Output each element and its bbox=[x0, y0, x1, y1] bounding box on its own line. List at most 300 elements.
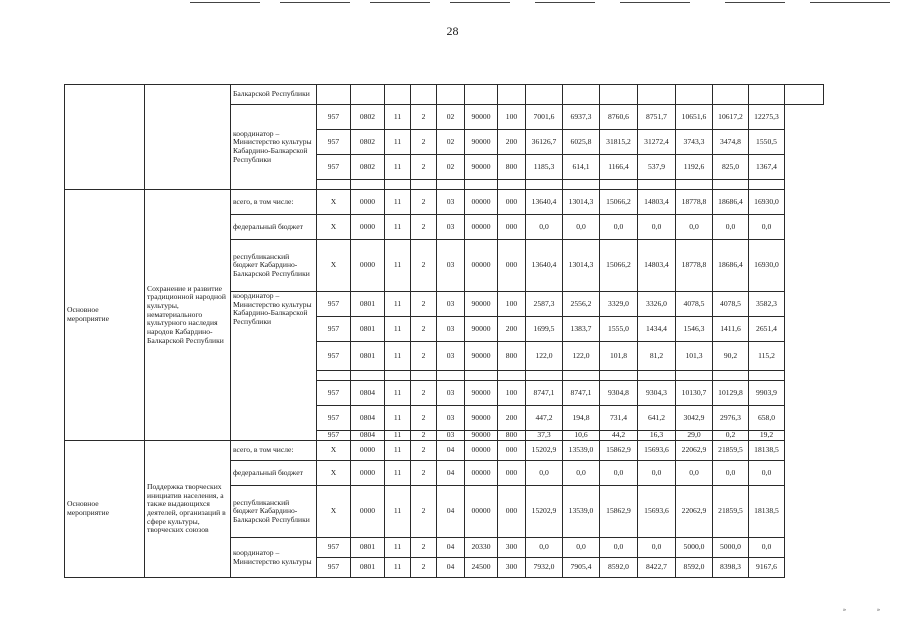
value-cell: 1185,3 bbox=[526, 155, 563, 180]
value-cell bbox=[351, 180, 385, 190]
value-cell: 0802 bbox=[351, 130, 385, 155]
value-cell: 825,0 bbox=[713, 155, 749, 180]
top-rule bbox=[810, 2, 890, 3]
value-cell: 957 bbox=[317, 292, 351, 317]
value-cell bbox=[317, 85, 351, 105]
value-cell: 11 bbox=[385, 406, 411, 431]
value-cell: 2 bbox=[411, 461, 437, 486]
top-rule bbox=[620, 2, 690, 3]
value-cell: 15202,9 bbox=[526, 441, 563, 461]
value-cell: 101,3 bbox=[676, 342, 713, 371]
value-cell: 00000 bbox=[465, 240, 498, 292]
value-cell: 11 bbox=[385, 130, 411, 155]
value-cell bbox=[600, 180, 638, 190]
value-cell: 4078,5 bbox=[713, 292, 749, 317]
value-cell: 0,0 bbox=[676, 461, 713, 486]
value-cell: 5000,0 bbox=[676, 538, 713, 558]
funding-source-cell: Балкарской Республики bbox=[231, 85, 317, 105]
measure-title-cell bbox=[145, 85, 231, 190]
value-cell: 0801 bbox=[351, 292, 385, 317]
value-cell: 7932,0 bbox=[526, 558, 563, 578]
value-cell: 18686,4 bbox=[713, 240, 749, 292]
value-cell: 21859,5 bbox=[713, 486, 749, 538]
value-cell: 1192,6 bbox=[676, 155, 713, 180]
value-cell: 3326,0 bbox=[638, 292, 676, 317]
value-cell: 2556,2 bbox=[563, 292, 600, 317]
funding-source-cell: республиканский бюджет Кабардино-Балкарской Республики bbox=[231, 240, 317, 292]
value-cell: 000 bbox=[498, 215, 526, 240]
value-cell: 18686,4 bbox=[713, 190, 749, 215]
value-cell bbox=[676, 371, 713, 381]
value-cell: 11 bbox=[385, 381, 411, 406]
value-cell: 00000 bbox=[465, 486, 498, 538]
funding-source-cell: федеральный бюджет bbox=[231, 461, 317, 486]
value-cell: 0,2 bbox=[713, 431, 749, 441]
value-cell bbox=[411, 371, 437, 381]
value-cell: 0000 bbox=[351, 190, 385, 215]
value-cell: 1166,4 bbox=[600, 155, 638, 180]
value-cell bbox=[600, 371, 638, 381]
value-cell: 03 bbox=[437, 292, 465, 317]
value-cell: 5000,0 bbox=[713, 538, 749, 558]
value-cell: 731,4 bbox=[600, 406, 638, 431]
value-cell: 0,0 bbox=[526, 461, 563, 486]
value-cell: 11 bbox=[385, 190, 411, 215]
value-cell: 0,0 bbox=[600, 538, 638, 558]
value-cell: 22062,9 bbox=[676, 486, 713, 538]
value-cell: 000 bbox=[498, 190, 526, 215]
table-row bbox=[65, 441, 824, 461]
value-cell: X bbox=[317, 486, 351, 538]
value-cell: 300 bbox=[498, 558, 526, 578]
funding-source-cell: координатор – Министерство культуры Кабардино-Балкарской Республики bbox=[231, 292, 317, 441]
value-cell bbox=[317, 371, 351, 381]
value-cell bbox=[351, 371, 385, 381]
value-cell: 9304,3 bbox=[638, 381, 676, 406]
funding-source-cell: республиканский бюджет Кабардино-Балкарской Республики bbox=[231, 486, 317, 538]
value-cell: 1699,5 bbox=[526, 317, 563, 342]
value-cell: 0802 bbox=[351, 105, 385, 130]
value-cell: 537,9 bbox=[638, 155, 676, 180]
value-cell: 11 bbox=[385, 105, 411, 130]
value-cell: 614,1 bbox=[563, 155, 600, 180]
value-cell: 03 bbox=[437, 406, 465, 431]
funding-source-cell: федеральный бюджет bbox=[231, 215, 317, 240]
value-cell: 14803,4 bbox=[638, 190, 676, 215]
value-cell: 15066,2 bbox=[600, 240, 638, 292]
value-cell: X bbox=[317, 190, 351, 215]
value-cell: 641,2 bbox=[638, 406, 676, 431]
value-cell: 18138,5 bbox=[749, 441, 785, 461]
value-cell: 0,0 bbox=[749, 461, 785, 486]
value-cell: 02 bbox=[437, 130, 465, 155]
value-cell bbox=[785, 85, 824, 105]
value-cell: 13640,4 bbox=[526, 190, 563, 215]
value-cell: 101,8 bbox=[600, 342, 638, 371]
value-cell: 0,0 bbox=[638, 538, 676, 558]
value-cell: 8760,6 bbox=[600, 105, 638, 130]
value-cell: 957 bbox=[317, 431, 351, 441]
value-cell: 194,8 bbox=[563, 406, 600, 431]
value-cell: 2 bbox=[411, 558, 437, 578]
value-cell bbox=[676, 85, 713, 105]
page-number: 28 bbox=[446, 24, 459, 38]
value-cell: 03 bbox=[437, 215, 465, 240]
value-cell bbox=[563, 85, 600, 105]
table-row bbox=[65, 190, 824, 215]
value-cell: 0000 bbox=[351, 215, 385, 240]
value-cell: 0,0 bbox=[749, 215, 785, 240]
value-cell bbox=[351, 85, 385, 105]
value-cell: 000 bbox=[498, 461, 526, 486]
value-cell: 0804 bbox=[351, 381, 385, 406]
value-cell: 0000 bbox=[351, 441, 385, 461]
value-cell: 90000 bbox=[465, 130, 498, 155]
value-cell: 13539,0 bbox=[563, 486, 600, 538]
value-cell: 90000 bbox=[465, 381, 498, 406]
value-cell: 3582,3 bbox=[749, 292, 785, 317]
value-cell: 11 bbox=[385, 342, 411, 371]
value-cell: 8747,1 bbox=[526, 381, 563, 406]
value-cell: X bbox=[317, 441, 351, 461]
value-cell: 100 bbox=[498, 381, 526, 406]
value-cell: X bbox=[317, 215, 351, 240]
value-cell bbox=[411, 180, 437, 190]
value-cell: 1367,4 bbox=[749, 155, 785, 180]
value-cell: 0000 bbox=[351, 240, 385, 292]
value-cell: 13014,3 bbox=[563, 190, 600, 215]
value-cell: 2 bbox=[411, 190, 437, 215]
value-cell: 13014,3 bbox=[563, 240, 600, 292]
value-cell: 13539,0 bbox=[563, 441, 600, 461]
value-cell bbox=[437, 371, 465, 381]
value-cell: 0804 bbox=[351, 431, 385, 441]
value-cell: 0,0 bbox=[676, 215, 713, 240]
value-cell: 00000 bbox=[465, 190, 498, 215]
value-cell: 90000 bbox=[465, 431, 498, 441]
value-cell bbox=[749, 85, 785, 105]
corner-mark: » bbox=[843, 607, 846, 613]
value-cell: 122,0 bbox=[563, 342, 600, 371]
funding-source-cell: координатор – Министерство культуры Кабардино-Балкарской Республики bbox=[231, 105, 317, 190]
value-cell bbox=[385, 180, 411, 190]
value-cell: 04 bbox=[437, 486, 465, 538]
value-cell: 31272,4 bbox=[638, 130, 676, 155]
value-cell: 800 bbox=[498, 155, 526, 180]
value-cell: 7905,4 bbox=[563, 558, 600, 578]
value-cell bbox=[563, 180, 600, 190]
top-rule bbox=[370, 2, 430, 3]
value-cell: 29,0 bbox=[676, 431, 713, 441]
value-cell: 00000 bbox=[465, 441, 498, 461]
value-cell: 10617,2 bbox=[713, 105, 749, 130]
value-cell: 200 bbox=[498, 406, 526, 431]
value-cell: 000 bbox=[498, 240, 526, 292]
value-cell: 8422,7 bbox=[638, 558, 676, 578]
value-cell: 9304,8 bbox=[600, 381, 638, 406]
value-cell: 13640,4 bbox=[526, 240, 563, 292]
value-cell: 37,3 bbox=[526, 431, 563, 441]
value-cell: 2 bbox=[411, 105, 437, 130]
value-cell: 0,0 bbox=[563, 538, 600, 558]
value-cell: 0,0 bbox=[600, 215, 638, 240]
value-cell: 0,0 bbox=[563, 215, 600, 240]
value-cell: 90000 bbox=[465, 292, 498, 317]
top-rule bbox=[535, 2, 595, 3]
value-cell: 9903,9 bbox=[749, 381, 785, 406]
value-cell: 90000 bbox=[465, 406, 498, 431]
value-cell: 90000 bbox=[465, 317, 498, 342]
value-cell: 31815,2 bbox=[600, 130, 638, 155]
value-cell: 200 bbox=[498, 130, 526, 155]
value-cell: 16930,0 bbox=[749, 240, 785, 292]
measure-title-cell: Сохранение и развитие традиционной народной культуры, нематериального культурного наследия народов Кабардино-Балкарской Республики bbox=[145, 190, 231, 441]
value-cell: 03 bbox=[437, 240, 465, 292]
value-cell: 1555,0 bbox=[600, 317, 638, 342]
value-cell bbox=[437, 85, 465, 105]
value-cell bbox=[411, 85, 437, 105]
value-cell: 957 bbox=[317, 105, 351, 130]
value-cell: 11 bbox=[385, 441, 411, 461]
value-cell: 15862,9 bbox=[600, 441, 638, 461]
value-cell bbox=[713, 180, 749, 190]
value-cell: 0,0 bbox=[600, 461, 638, 486]
value-cell bbox=[526, 180, 563, 190]
value-cell: 447,2 bbox=[526, 406, 563, 431]
value-cell: 0801 bbox=[351, 317, 385, 342]
value-cell: 1546,3 bbox=[676, 317, 713, 342]
value-cell: 11 bbox=[385, 155, 411, 180]
value-cell: 100 bbox=[498, 105, 526, 130]
value-cell: 11 bbox=[385, 486, 411, 538]
value-cell: 11 bbox=[385, 431, 411, 441]
value-cell: 10130,7 bbox=[676, 381, 713, 406]
value-cell: 8592,0 bbox=[676, 558, 713, 578]
value-cell: 2 bbox=[411, 215, 437, 240]
value-cell: 2 bbox=[411, 431, 437, 441]
value-cell: 300 bbox=[498, 538, 526, 558]
value-cell: 2 bbox=[411, 342, 437, 371]
value-cell: 8747,1 bbox=[563, 381, 600, 406]
value-cell: 957 bbox=[317, 381, 351, 406]
value-cell: 800 bbox=[498, 342, 526, 371]
top-rule bbox=[450, 2, 510, 3]
value-cell bbox=[465, 85, 498, 105]
value-cell: 8398,3 bbox=[713, 558, 749, 578]
value-cell: 10129,8 bbox=[713, 381, 749, 406]
value-cell: 03 bbox=[437, 381, 465, 406]
value-cell: 15693,6 bbox=[638, 486, 676, 538]
value-cell: 658,0 bbox=[749, 406, 785, 431]
value-cell: 11 bbox=[385, 215, 411, 240]
value-cell: 2 bbox=[411, 486, 437, 538]
value-cell: 957 bbox=[317, 558, 351, 578]
value-cell: 19,2 bbox=[749, 431, 785, 441]
top-rule bbox=[725, 2, 785, 3]
table-body bbox=[65, 85, 824, 578]
value-cell bbox=[600, 85, 638, 105]
value-cell: 04 bbox=[437, 538, 465, 558]
value-cell: 8751,7 bbox=[638, 105, 676, 130]
value-cell: 2 bbox=[411, 317, 437, 342]
value-cell: 2651,4 bbox=[749, 317, 785, 342]
value-cell: 957 bbox=[317, 130, 351, 155]
measure-type-cell: Основное мероприятие bbox=[65, 190, 145, 441]
value-cell bbox=[749, 371, 785, 381]
value-cell: 18138,5 bbox=[749, 486, 785, 538]
value-cell: 0801 bbox=[351, 342, 385, 371]
value-cell: 03 bbox=[437, 431, 465, 441]
funding-source-cell: координатор – Министерство культуры bbox=[231, 538, 317, 578]
value-cell: 00000 bbox=[465, 215, 498, 240]
value-cell: 14803,4 bbox=[638, 240, 676, 292]
value-cell: 957 bbox=[317, 538, 351, 558]
value-cell: 2976,3 bbox=[713, 406, 749, 431]
value-cell bbox=[498, 371, 526, 381]
value-cell: 8592,0 bbox=[600, 558, 638, 578]
value-cell: 10651,6 bbox=[676, 105, 713, 130]
value-cell: 44,2 bbox=[600, 431, 638, 441]
value-cell bbox=[749, 180, 785, 190]
value-cell bbox=[437, 180, 465, 190]
value-cell bbox=[498, 180, 526, 190]
value-cell: 2587,3 bbox=[526, 292, 563, 317]
value-cell: 02 bbox=[437, 105, 465, 130]
value-cell bbox=[498, 85, 526, 105]
value-cell: 04 bbox=[437, 558, 465, 578]
value-cell: 15202,9 bbox=[526, 486, 563, 538]
value-cell: 0801 bbox=[351, 558, 385, 578]
value-cell: 7001,6 bbox=[526, 105, 563, 130]
value-cell bbox=[526, 85, 563, 105]
value-cell: 957 bbox=[317, 342, 351, 371]
value-cell: 2 bbox=[411, 130, 437, 155]
value-cell: 122,0 bbox=[526, 342, 563, 371]
value-cell: 36126,7 bbox=[526, 130, 563, 155]
value-cell: 200 bbox=[498, 317, 526, 342]
value-cell: 11 bbox=[385, 461, 411, 486]
value-cell bbox=[526, 371, 563, 381]
value-cell: 6025,8 bbox=[563, 130, 600, 155]
value-cell bbox=[317, 180, 351, 190]
value-cell: 0,0 bbox=[563, 461, 600, 486]
value-cell: 957 bbox=[317, 317, 351, 342]
value-cell: 90000 bbox=[465, 105, 498, 130]
value-cell: 2 bbox=[411, 406, 437, 431]
value-cell bbox=[713, 371, 749, 381]
value-cell: 4078,5 bbox=[676, 292, 713, 317]
value-cell: 11 bbox=[385, 292, 411, 317]
value-cell bbox=[638, 180, 676, 190]
value-cell bbox=[638, 371, 676, 381]
value-cell: 115,2 bbox=[749, 342, 785, 371]
value-cell: 000 bbox=[498, 441, 526, 461]
value-cell: 24500 bbox=[465, 558, 498, 578]
value-cell: 03 bbox=[437, 190, 465, 215]
value-cell: 00000 bbox=[465, 461, 498, 486]
value-cell bbox=[638, 85, 676, 105]
value-cell: 18778,8 bbox=[676, 190, 713, 215]
value-cell: 0000 bbox=[351, 486, 385, 538]
value-cell: 3329,0 bbox=[600, 292, 638, 317]
value-cell: 1383,7 bbox=[563, 317, 600, 342]
value-cell: 15693,6 bbox=[638, 441, 676, 461]
value-cell: 04 bbox=[437, 441, 465, 461]
value-cell: 02 bbox=[437, 155, 465, 180]
value-cell: 2 bbox=[411, 292, 437, 317]
value-cell bbox=[465, 371, 498, 381]
value-cell: 957 bbox=[317, 406, 351, 431]
value-cell: 18778,8 bbox=[676, 240, 713, 292]
value-cell: 2 bbox=[411, 155, 437, 180]
value-cell: 15862,9 bbox=[600, 486, 638, 538]
value-cell: X bbox=[317, 461, 351, 486]
value-cell: 21859,5 bbox=[713, 441, 749, 461]
value-cell: 2 bbox=[411, 240, 437, 292]
value-cell: 3743,3 bbox=[676, 130, 713, 155]
value-cell: 11 bbox=[385, 317, 411, 342]
value-cell bbox=[465, 180, 498, 190]
value-cell: 03 bbox=[437, 342, 465, 371]
value-cell: 0,0 bbox=[749, 538, 785, 558]
value-cell: 20330 bbox=[465, 538, 498, 558]
value-cell: X bbox=[317, 240, 351, 292]
value-cell: 16930,0 bbox=[749, 190, 785, 215]
value-cell: 0,0 bbox=[526, 538, 563, 558]
value-cell: 800 bbox=[498, 431, 526, 441]
value-cell bbox=[713, 85, 749, 105]
value-cell bbox=[676, 180, 713, 190]
value-cell: 1411,6 bbox=[713, 317, 749, 342]
value-cell: 2 bbox=[411, 538, 437, 558]
value-cell: 22062,9 bbox=[676, 441, 713, 461]
value-cell: 90000 bbox=[465, 342, 498, 371]
value-cell: 3042,9 bbox=[676, 406, 713, 431]
value-cell: 2 bbox=[411, 441, 437, 461]
value-cell: 0,0 bbox=[638, 461, 676, 486]
value-cell: 12275,3 bbox=[749, 105, 785, 130]
value-cell: 11 bbox=[385, 558, 411, 578]
value-cell: 3474,8 bbox=[713, 130, 749, 155]
value-cell: 2 bbox=[411, 381, 437, 406]
value-cell: 0801 bbox=[351, 538, 385, 558]
value-cell: 11 bbox=[385, 538, 411, 558]
value-cell: 000 bbox=[498, 486, 526, 538]
value-cell: 0,0 bbox=[713, 215, 749, 240]
corner-mark: » bbox=[877, 607, 880, 613]
funding-source-cell: всего, в том числе: bbox=[231, 441, 317, 461]
top-rule bbox=[280, 2, 350, 3]
budget-table bbox=[64, 84, 824, 578]
value-cell bbox=[563, 371, 600, 381]
value-cell: 0000 bbox=[351, 461, 385, 486]
top-rule bbox=[190, 2, 260, 3]
value-cell: 1550,5 bbox=[749, 130, 785, 155]
measure-type-cell: Основное мероприятие bbox=[65, 441, 145, 578]
value-cell: 957 bbox=[317, 155, 351, 180]
funding-source-cell: всего, в том числе: bbox=[231, 190, 317, 215]
value-cell: 1434,4 bbox=[638, 317, 676, 342]
value-cell: 11 bbox=[385, 240, 411, 292]
value-cell: 9167,6 bbox=[749, 558, 785, 578]
value-cell: 15066,2 bbox=[600, 190, 638, 215]
value-cell: 16,3 bbox=[638, 431, 676, 441]
measure-type-cell bbox=[65, 85, 145, 190]
table-row bbox=[65, 85, 824, 105]
value-cell: 03 bbox=[437, 317, 465, 342]
value-cell: 0,0 bbox=[713, 461, 749, 486]
value-cell: 81,2 bbox=[638, 342, 676, 371]
